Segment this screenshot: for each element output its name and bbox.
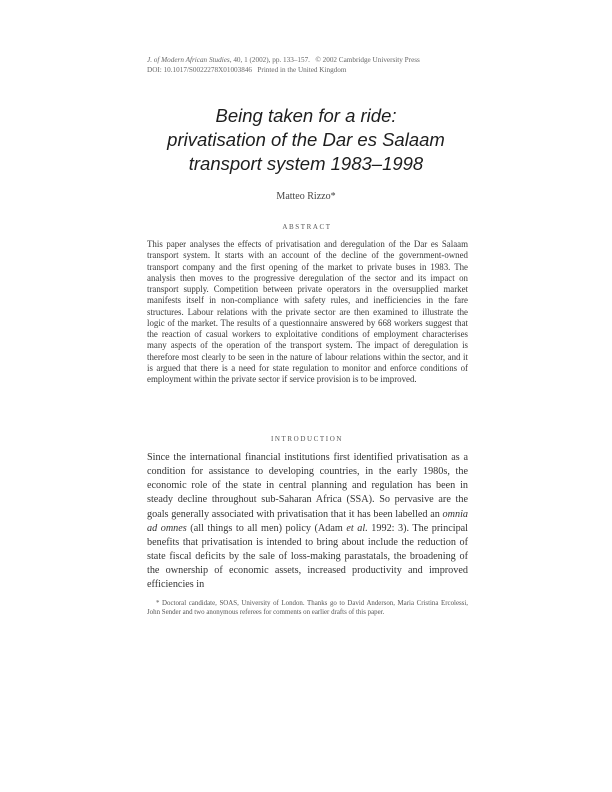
intro-text-3: 1992: 3). The principal benefits that privatisation is intended to bring about include the reduction of state fiscal deficits by the sale of loss-making parastatals, the broadening of the ownership of economic assets, increased productivity and improved efficiencies in bbox=[147, 522, 469, 591]
intro-italic-2: et al. bbox=[346, 522, 368, 534]
doi-line bbox=[147, 65, 467, 75]
journal-header bbox=[147, 55, 467, 75]
title-line-3: transport system 1983–1998 bbox=[188, 153, 424, 174]
title-line-1: Being taken for a ride: bbox=[215, 105, 397, 126]
footnote-mark: * bbox=[156, 600, 160, 607]
intro-italic-1: omnia ad omnes bbox=[147, 508, 468, 534]
article-title bbox=[100, 104, 512, 176]
printed-in: Printed in the United Kingdom bbox=[257, 66, 347, 74]
intro-text-1: Since the international financial institutions first identified privatisation as a condition for assistance to developing countries, in the early 1980s, the economic role of the state in central planning and regulation has been in steady decline throughout sub-Saharan Africa (SSA). So pervasive are the goals generally associated with privatisation that it has been labelled an bbox=[147, 452, 468, 520]
copyright: © 2002 Cambridge University Press bbox=[315, 56, 420, 64]
citation-line bbox=[147, 55, 467, 65]
footnote bbox=[147, 599, 468, 618]
introduction-heading: INTRODUCTION bbox=[270, 435, 344, 443]
abstract-text: This paper analyses the effects of privatisation and deregulation of the Dar es Salaam transport system. It starts with an account of the decline of the government-owned transport company and the first opening of the market to private buses in 1983. The analysis then moves to the progressive deregulation of the sector and its impact on transport supply. Competition between private operators in the oversupplied market manifests itself in non-compliance with safety rules, and inefficiencies in the fare structures. Labour relations with the private sector are then examined to illustrate the logic of the market. The results of a questionnaire answered by 668 workers suggest that the reaction of casual workers to exploitative conditions of employment characterises many aspects of the operation of the transport system. The impact of deregulation is therefore most clearly to be seen in the nature of labour relations within the sector, and it is argued that there is a need for state regulation to monitor and enforce conditions of employment within the private sector if service provision is to be improved. bbox=[147, 239, 468, 384]
author-name: Matteo Rizzo* bbox=[276, 191, 336, 202]
abstract-heading: ABSTRACT bbox=[282, 223, 332, 231]
introduction-paragraph bbox=[147, 451, 468, 593]
journal-name: J. of Modern African Studies bbox=[147, 56, 230, 64]
footnote-text: Doctoral candidate, SOAS, University of London. Thanks go to David Anderson, Maria Cristina Ercolessi, John Sender and two anonymous referees for comments on earlier drafts of this paper. bbox=[147, 600, 468, 617]
intro-text-2: (all things to all men) policy (Adam bbox=[186, 522, 347, 534]
citation: , 40, 1 (2002), pp. 133–157. bbox=[229, 56, 310, 64]
title-line-2: privatisation of the Dar es Salaam bbox=[167, 129, 445, 150]
doi: DOI: 10.1017/S0022278X01003846 bbox=[147, 66, 253, 74]
